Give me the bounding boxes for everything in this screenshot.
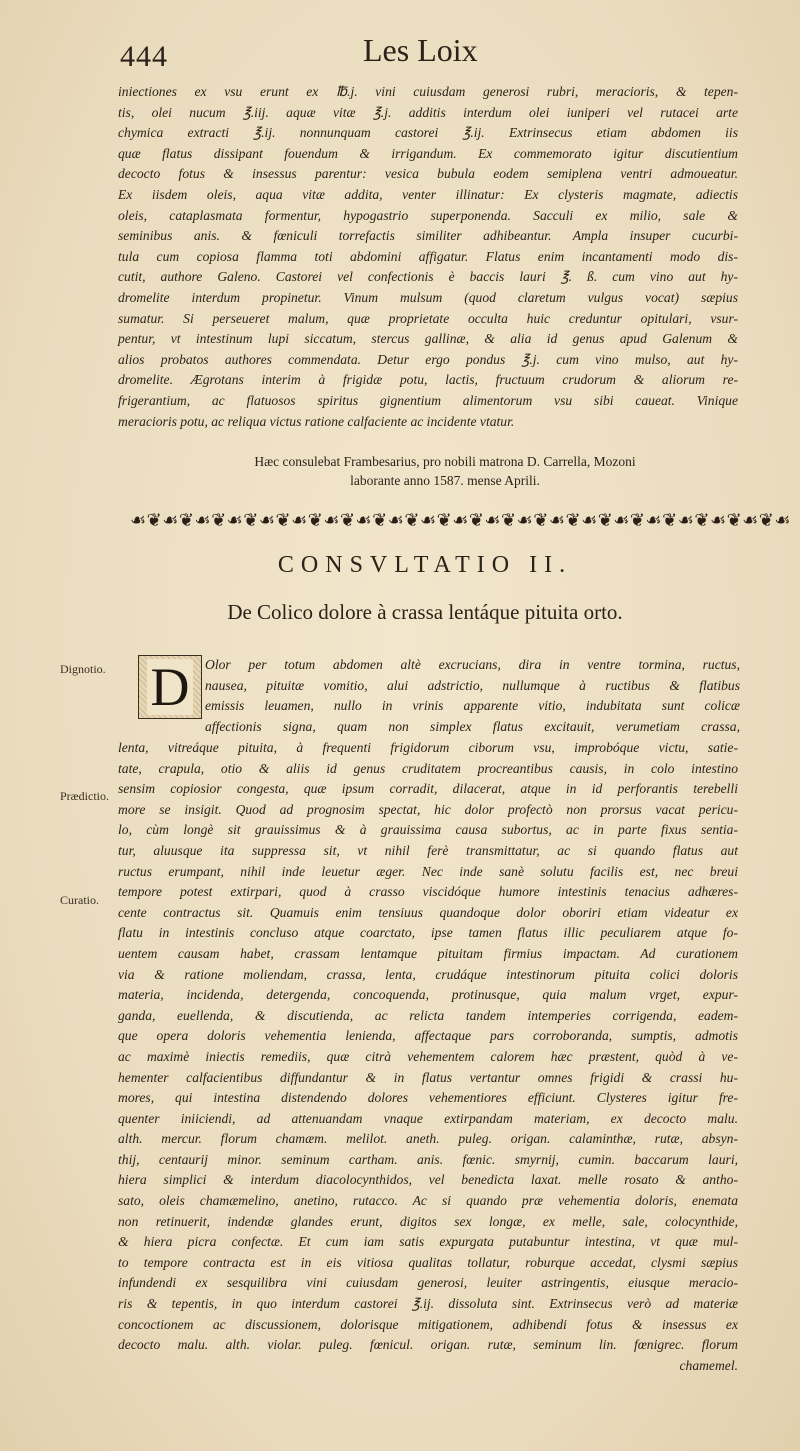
text-line: lo, cùm longè sit grauissimus & à grauissima causa subortus, ac in parte fixus sentia- xyxy=(118,822,738,838)
text-line: hementer calfacientibus diffundantur & in flatus vertantur omnes frigidi & crassi hu- xyxy=(118,1069,738,1085)
text-line: oleis, cataplasmata formentur, hypogastrio superponenda. Sacculi ex milio, sale & xyxy=(118,207,738,223)
text-line: non retinuerit, indendæ glandes erunt, digitos sex longæ, ex melle, sale, colocynthide, xyxy=(118,1213,738,1229)
text-line: tate, crapula, otio & aliis id genus cruditatem procreantibus causis, in colo intestino xyxy=(118,760,738,776)
text-line: flatu in intestinis concluso atque coarctato, ipse tamen flatus illic peculiarem atque fo- xyxy=(118,925,738,941)
consultation-i-text xyxy=(118,82,738,432)
text-line: more se insigit. Quod ad prognosim spectat, hic dolor profectò non prorsus vacat pericu- xyxy=(118,801,738,817)
drop-cap xyxy=(138,655,202,719)
text-line: frigerantium, ac flatuosos spiritus gignentium alimentorum vsu sibi caueat. Vinique xyxy=(118,392,738,408)
consultation-ii-text xyxy=(118,738,738,1376)
text-line: alth. mercur. florum chamæm. melilot. aneth. puleg. origan. calaminthæ, rutæ, absyn- xyxy=(118,1131,738,1147)
ornament-band: ☙❦☙❦☙❦☙❦☙❦☙❦☙❦☙❦☙❦☙❦☙❦☙❦☙❦☙❦☙❦☙❦☙❦☙❦☙❦☙❦☙ xyxy=(130,510,792,530)
text-line: seminibus anis. & fœniculi torrefactis similiter adhibeantur. Ampla insuper cucurbi- xyxy=(118,228,738,244)
text-line: ructus erumpant, nihil inde leuetur æger. Nec inde sanè solutu facilis est, nec breui xyxy=(118,863,738,879)
text-line: iniectiones ex vsu erunt ex ℔.j. vini cuiusdam generosi rubri, meracioris, & tepen- xyxy=(118,84,738,99)
catchword-line: chamemel. xyxy=(679,1357,738,1373)
text-line: dromelite interdum propinetur. Vinum mulsum (quod claretum vulgus vocat) sæpius xyxy=(118,289,738,305)
text-line: decocto malu. alth. violar. puleg. fœnicul. origan. rutæ, seminum lin. fœnigrec. florum xyxy=(118,1337,738,1353)
text-line: emissis leuamen, nullo in vrinis apparente vitio, indubitata sunt colicæ xyxy=(205,698,740,714)
text-line: affectionis signa, quam non simplex flatus excitauit, verumetiam crassa, xyxy=(205,718,740,734)
text-line: ganda, euellenda, & discutienda, ac relicta tandem intemperies corrigenda, eadem- xyxy=(118,1007,738,1023)
signoff xyxy=(150,452,740,490)
text-line: infundendi ex sesquilibra vini cuiusdam generosi, leuiter astringentis, eiusque meracio- xyxy=(118,1275,738,1291)
text-line: tur, aluusque ita suppressa sit, vt nihil ferè transmittatur, ac si quando flatus aut xyxy=(118,842,738,858)
consultatio-subtitle: De Colico dolore à crassa lentáque pituita orto. xyxy=(227,600,623,624)
text-line: tis, olei nucum ℥.iij. aquæ vitæ ℥.j. additis interdum olei iuniperi vel rutacei arte xyxy=(118,104,738,120)
text-line: hiera simplici & interdum diacolocynthidos, vel benedicta laxat. melle rosato & antho- xyxy=(118,1172,738,1188)
text-line: ris & tepentis, in quo interdum castorei ℥.ij. dissoluta sint. Extrinsecus verò ad materiæ xyxy=(118,1296,738,1312)
margin-note-dignotio: Dignotio. xyxy=(60,662,106,676)
consultatio-title: CONSVLTATIO II. xyxy=(277,552,573,578)
text-line: materia, incidenda, detergenda, concoquenda, protinusque, quia malum vrget, expur- xyxy=(118,987,738,1003)
text-line: ac maximè iniectis remediis, quæ citrà vehementem calorem hæc præstent, quòd à ve- xyxy=(118,1048,738,1064)
margin-note-praedictio: Prædictio. xyxy=(60,789,110,803)
page-header xyxy=(118,30,738,80)
drop-cap-letter: D xyxy=(147,659,193,715)
text-line: quæ flatus dissipant fouendum & irrigandum. Ex commemorato igitur discutientium xyxy=(118,145,738,161)
text-line: que opera doloris vehementia lenienda, affectaque pars corroboranda, sumptis, admotis xyxy=(118,1028,738,1044)
text-line: tula cum copiosa flamma toti abdomini affigatur. Flatus enim incantamenti modo dis- xyxy=(118,248,738,264)
text-line: cutit, authore Galeno. Castorei vel confectionis è baccis lauri ℥. ß. cum vino aut hy- xyxy=(118,269,738,285)
consultation-ii-opening xyxy=(205,655,740,737)
page-number: 444 xyxy=(120,40,168,73)
text-line: quenter iniiciendi, ad attenuandam vnaque extirpandam materiam, ex decocto malu. xyxy=(118,1110,738,1126)
text-line: nausea, pituitæ vomitio, alui adstrictio, nullumque à ructibus & flatibus xyxy=(205,677,740,693)
text-line: mores, qui intestina distendendo dolores vehementiores efficiunt. Clysteres igitur fre- xyxy=(118,1090,738,1106)
text-line: concoctionem ac discussionem, dolorisque mitigationem, adhibendi fotus & insessus ex xyxy=(118,1316,738,1332)
text-line: meracioris potu, ac reliqua victus ratione calfaciente ac incidente vtatur. xyxy=(118,413,515,429)
text-line: cente contractus sit. Quamuis enim tensiuus quandoque dolor oboriri etiam videatur ex xyxy=(118,904,738,920)
text-line: decocto fotus & insessus parentur: vesica bubula eodem semiplena ventri admoueatur. xyxy=(118,166,738,182)
text-line: dromelite. Ægrotans interim à frigidæ potu, lactis, fructuum crudorum & aliorum re- xyxy=(118,372,738,388)
text-line: sato, oleis chamæmelino, anetino, rutacco. Ac si quando præ vehementia doloris, enemata xyxy=(118,1193,738,1209)
text-line: pentur, vt intestinum lupi siccatum, stercus gallinæ, & alia id genus apud Galenum & xyxy=(118,331,738,347)
text-line: Ex iisdem oleis, aqua vitæ addita, venter illinatur: Ex clysteris magmate, adiectis xyxy=(118,186,738,202)
text-line: to tempore contracta est in eis vitiosa qualitas tollatur, roburque accedat, clysmi sæpius xyxy=(118,1254,738,1270)
text-line: via & ratione moliendam, crassa, lenta, crudáque intestinorum pituita colici doloris xyxy=(118,966,738,982)
signoff-line: Hæc consulebat Frambesarius, pro nobili matrona D. Carrella, Mozoni xyxy=(254,454,636,469)
text-line: sensim copiosior congesta, quæ ipsum corradit, dilacerat, atque in id perforantis terebelli xyxy=(118,781,738,797)
text-line: alios probatos authores commendata. Detur ergo pondus ℥.j. cum vino mulso, aut hy- xyxy=(118,351,738,367)
text-line: sumatur. Si perseueret malum, quæ proprietate occulta huic creduntur opitulari, vsur- xyxy=(118,310,738,326)
running-title: Les Loix xyxy=(363,32,478,68)
text-line: uentem causam habet, crassam lentamque pituitam firmius impactam. Ad curationem xyxy=(118,945,738,961)
text-line: chymica extracti ℥.ij. nonnunquam castorei ℥.ij. Extrinsecus etiam abdomen iis xyxy=(118,125,738,141)
text-line: & hiera picra confectæ. Et cum iam satis expurgata putabuntur intestina, vt quæ mul- xyxy=(118,1234,738,1250)
text-line: tempore potest extirpari, quod à crasso viscidóque humore intestinis tenacius adhæres- xyxy=(118,884,738,900)
margin-note-curatio: Curatio. xyxy=(60,893,99,907)
text-line: Olor per totum abdomen altè excrucians, dira in ventre tormina, ructus, xyxy=(205,657,740,672)
text-line: thij, centaurij minor. seminum cartham. anis. fœnic. smyrnij, cumin. baccarum lauri, xyxy=(118,1151,738,1167)
text-line: lenta, vitreáque pituita, à frequenti frigidorum ciborum vsu, improbóque victu, satie- xyxy=(118,740,738,755)
signoff-line: laborante anno 1587. mense Aprili. xyxy=(350,473,540,488)
